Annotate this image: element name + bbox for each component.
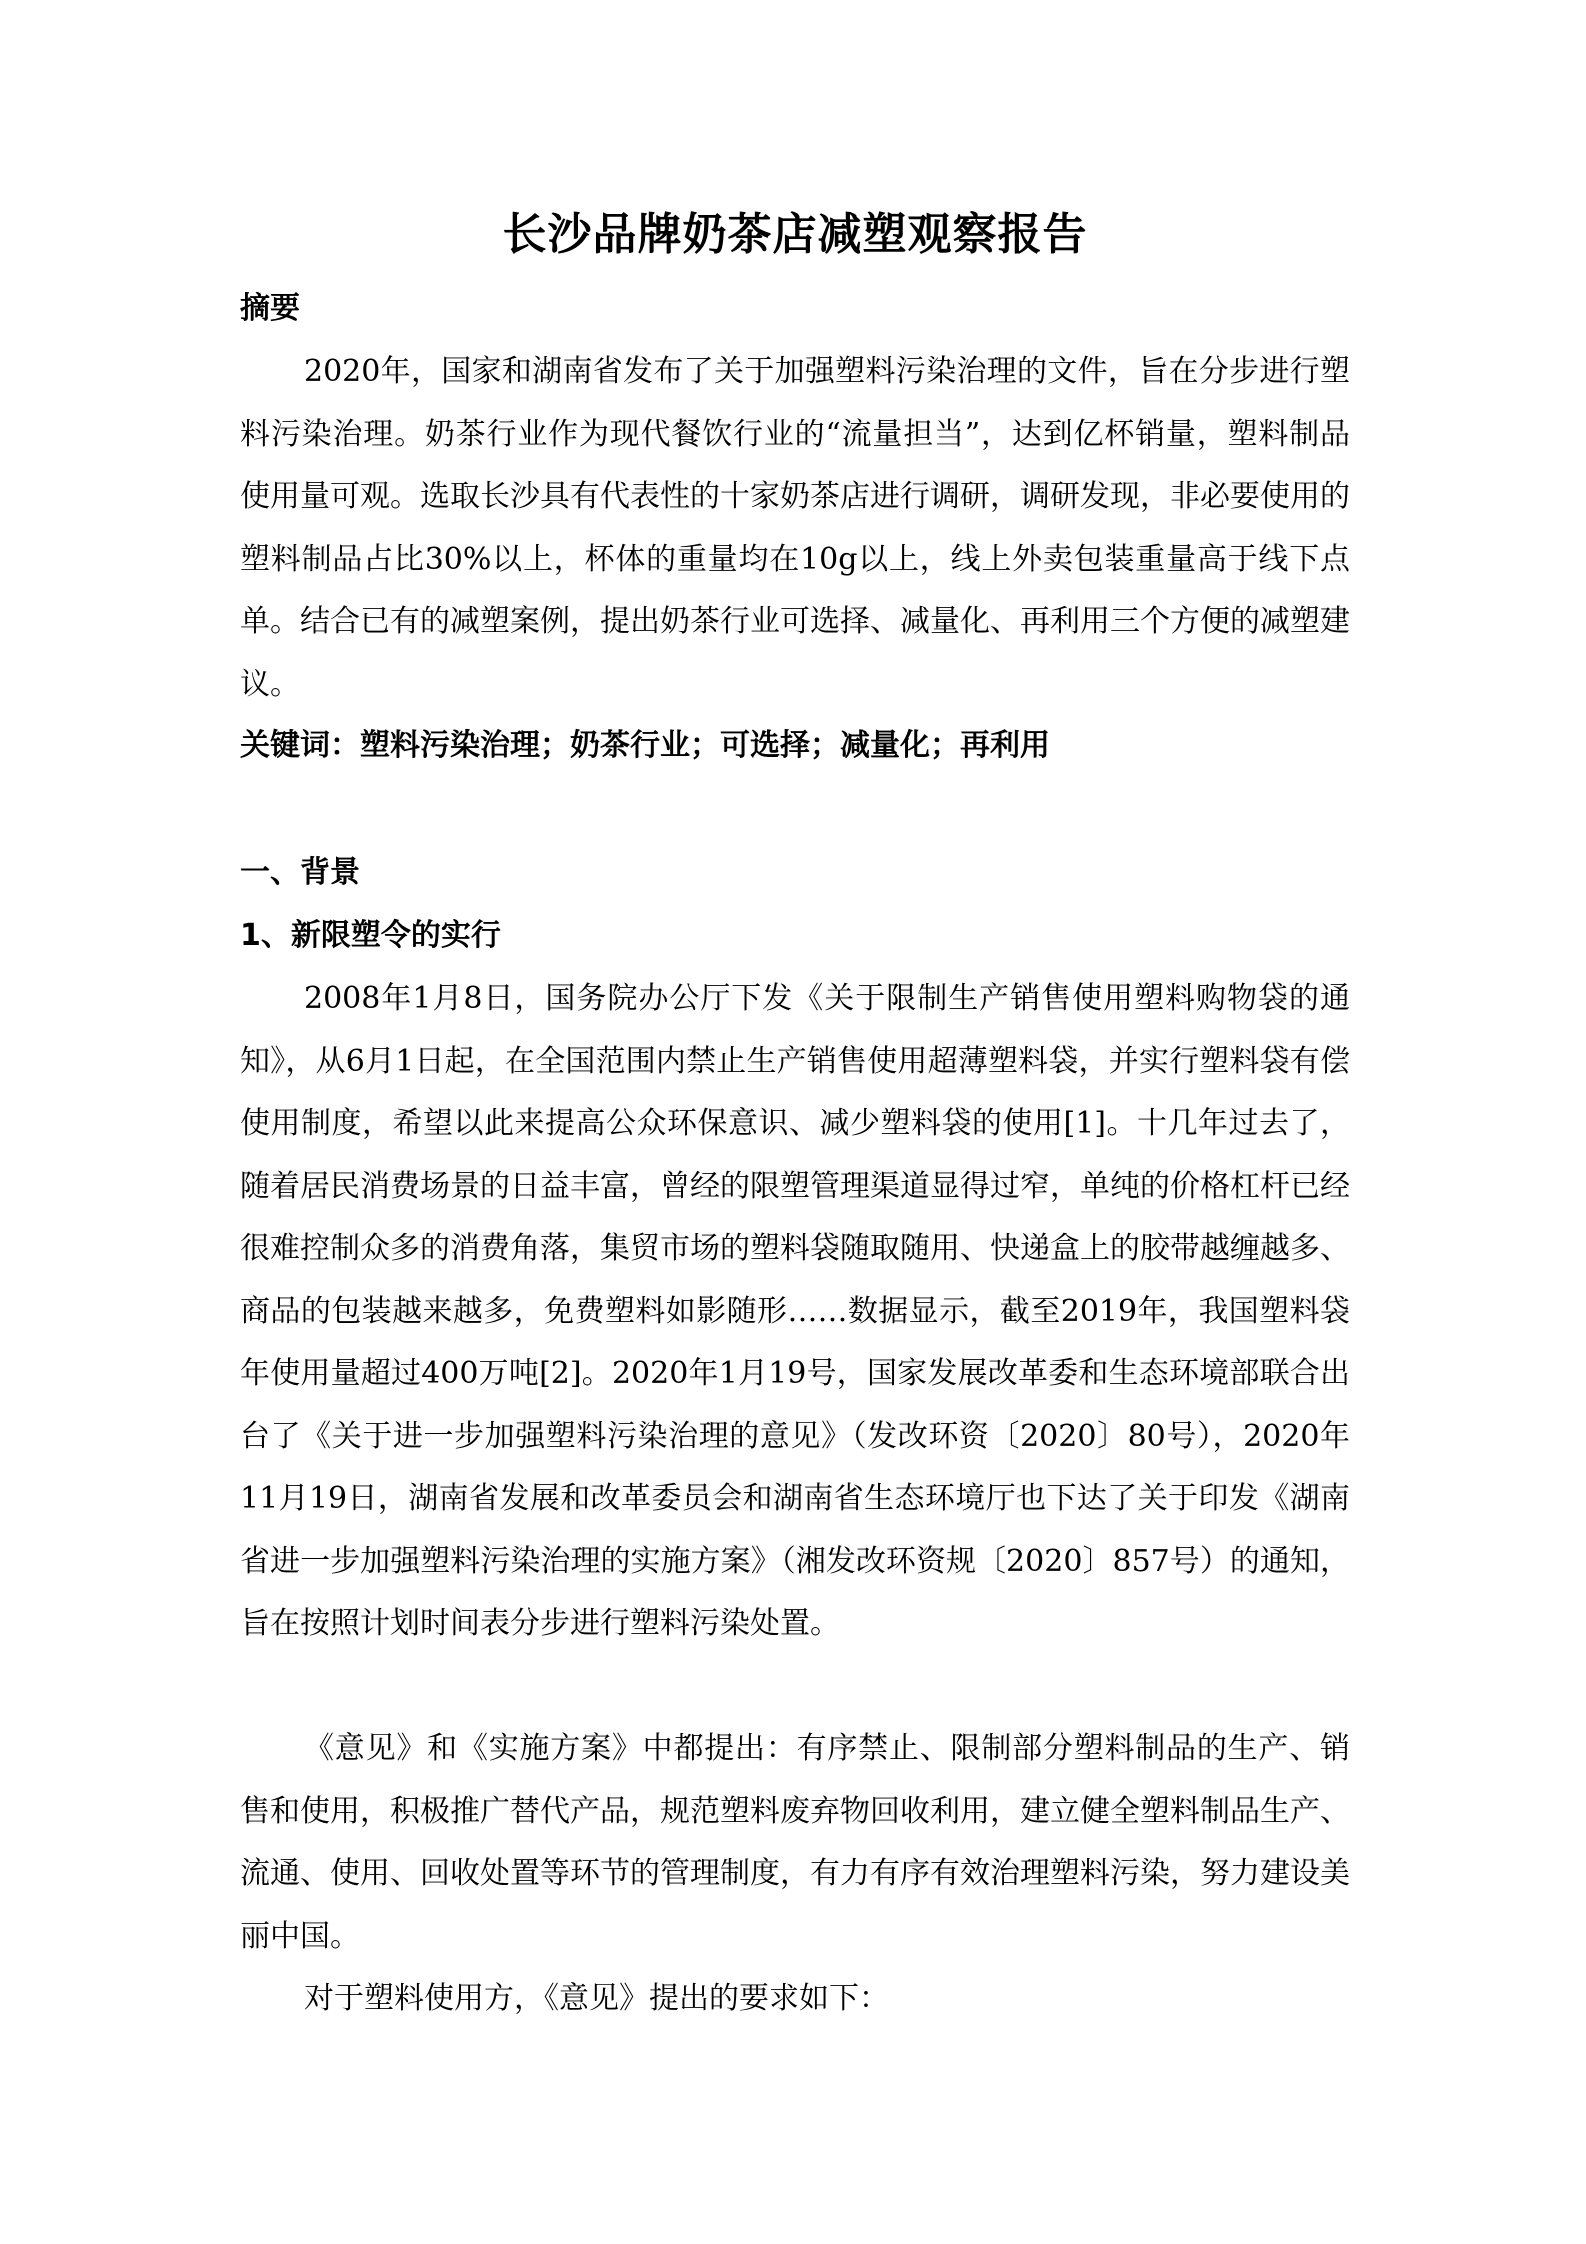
keywords-text: 塑料污染治理；奶茶行业；可选择；减量化；再利用	[360, 728, 1050, 763]
keywords-line	[240, 726, 1050, 766]
body-paragraph-2: 《意见》和《实施方案》中都提出：有序禁止、限制部分塑料制品的生产、销售和使用，积极推广替代产品，规范塑料废弃物回收利用，建立健全塑料制品生产、流通、使用、回收处置等环节的管理制度，有力有序有效治理塑料污染，努力建设美丽中国。	[240, 1731, 1350, 1954]
document-title: 长沙品牌奶茶店减塑观察报告	[502, 209, 1088, 260]
body-paragraph-1: 2008年1月8日，国务院办公厅下发《关于限制生产销售使用塑料购物袋的通知》，从6月1日起，在全国范围内禁止生产销售使用超薄塑料袋，并实行塑料袋有偿使用制度，希望以此来提高公众环保意识、减少塑料袋的使用[1]。十几年过去了，随着居民消费场景的日益丰富，曾经的限塑管理渠道显得过窄，单纯的价格杠杆已经很难控制众多的消费角落，集贸市场的塑料袋随取随用、快递盒上的胶带越缠越多、商品的包装越来越多，免费塑料如影随形……数据显示，截至2019年，我国塑料袋年使用量超过400万吨[2]。2020年1月19号，国家发展改革委和生态环境部联合出台了《关于进一步加强塑料污染治理的意见》（发改环资〔2020〕80号），2020年11月19日，湖南省发展和改革委员会和湖南省生态环境厅也下达了关于印发《湖南省进一步加强塑料污染治理的实施方案》（湘发改环资规〔2020〕857号）的通知，旨在按照计划时间表分步进行塑料污染处置。	[240, 981, 1350, 1641]
abstract-body: 2020年，国家和湖南省发布了关于加强塑料污染治理的文件，旨在分步进行塑料污染治理。奶茶行业作为现代餐饮行业的“流量担当”，达到亿杯销量，塑料制品使用量可观。选取长沙具有代表性的十家奶茶店进行调研，调研发现，非必要使用的塑料制品占比30%以上，杯体的重量均在10g以上，线上外卖包装重量高于线下点单。结合已有的减塑案例，提出奶茶行业可选择、减量化、再利用三个方便的减塑建议。	[240, 354, 1350, 702]
body-paragraph-3: 对于塑料使用方，《意见》提出的要求如下：	[304, 1981, 889, 2016]
section-heading-background: 一、背景	[240, 855, 360, 890]
subsection-heading-plastic-ban: 1、新限塑令的实行	[240, 918, 501, 953]
keywords-label: 关键词：	[240, 728, 360, 763]
abstract-heading: 摘要	[240, 291, 300, 326]
